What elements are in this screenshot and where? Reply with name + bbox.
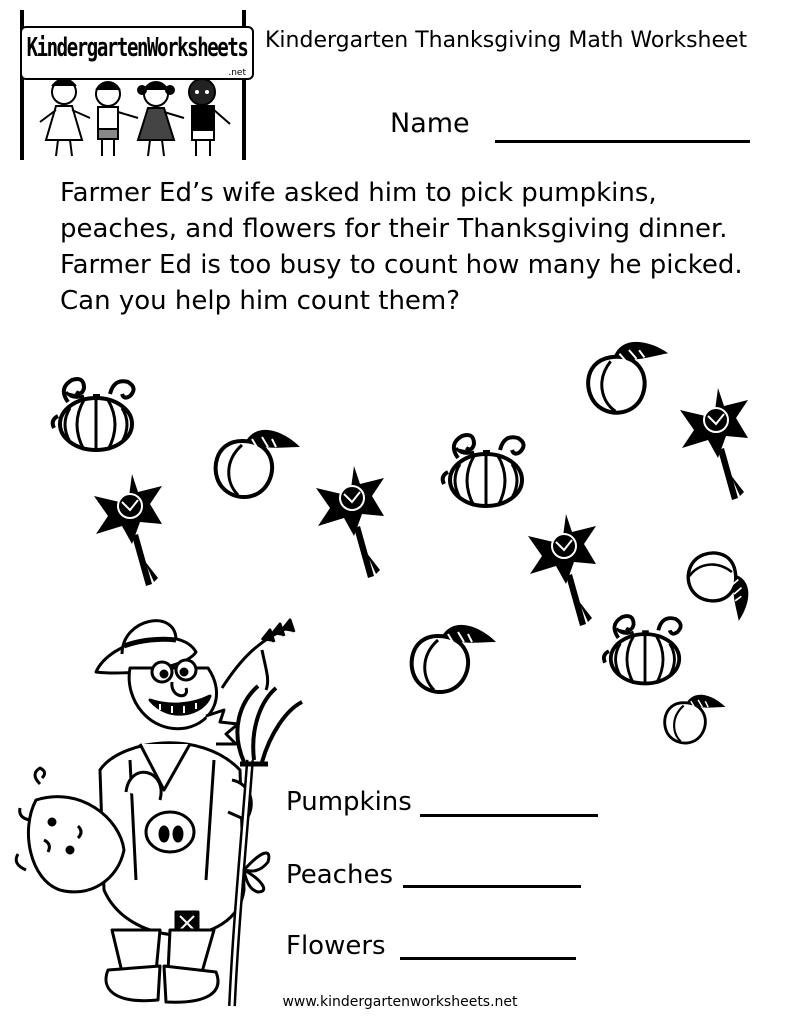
story-line: Farmer Ed is too busy to count how many he picked. — [60, 250, 743, 280]
peach-picture — [582, 336, 677, 417]
logo-text: KindergartenWorksheets — [26, 33, 248, 63]
peach-picture — [665, 695, 726, 743]
pumpkin-picture — [604, 616, 681, 683]
peaches-label: Peaches — [286, 860, 393, 890]
worksheet-title: Kindergarten Thanksgiving Math Worksheet — [265, 28, 748, 53]
farmer-illustration — [16, 620, 302, 1006]
pumpkins-label: Pumpkins — [286, 787, 412, 817]
pumpkins-answer-line[interactable] — [420, 814, 598, 817]
peach-picture — [412, 625, 496, 692]
footer-url-text: www.kindergartenworksheets.net — [282, 994, 518, 1010]
peaches-answer-line[interactable] — [403, 885, 581, 888]
pumpkin-picture — [53, 379, 134, 450]
flower-picture — [680, 388, 748, 500]
story-line: Can you help him count them? — [60, 286, 461, 316]
flower-picture — [94, 474, 162, 586]
peach-picture — [684, 548, 753, 629]
story-line: peaches, and flowers for their Thanksgiving dinner. — [60, 214, 728, 244]
flower-picture — [528, 514, 596, 626]
name-label: Name — [390, 108, 470, 139]
logo-tld: .net — [228, 68, 246, 78]
flower-picture — [316, 466, 384, 578]
flowers-answer-line[interactable] — [400, 957, 576, 960]
flowers-label: Flowers — [286, 931, 386, 961]
peach-picture — [216, 430, 300, 497]
pumpkin-picture — [443, 435, 524, 506]
footer-url — [0, 994, 800, 1010]
story-line: Farmer Ed’s wife asked him to pick pumpkins, — [60, 178, 657, 208]
